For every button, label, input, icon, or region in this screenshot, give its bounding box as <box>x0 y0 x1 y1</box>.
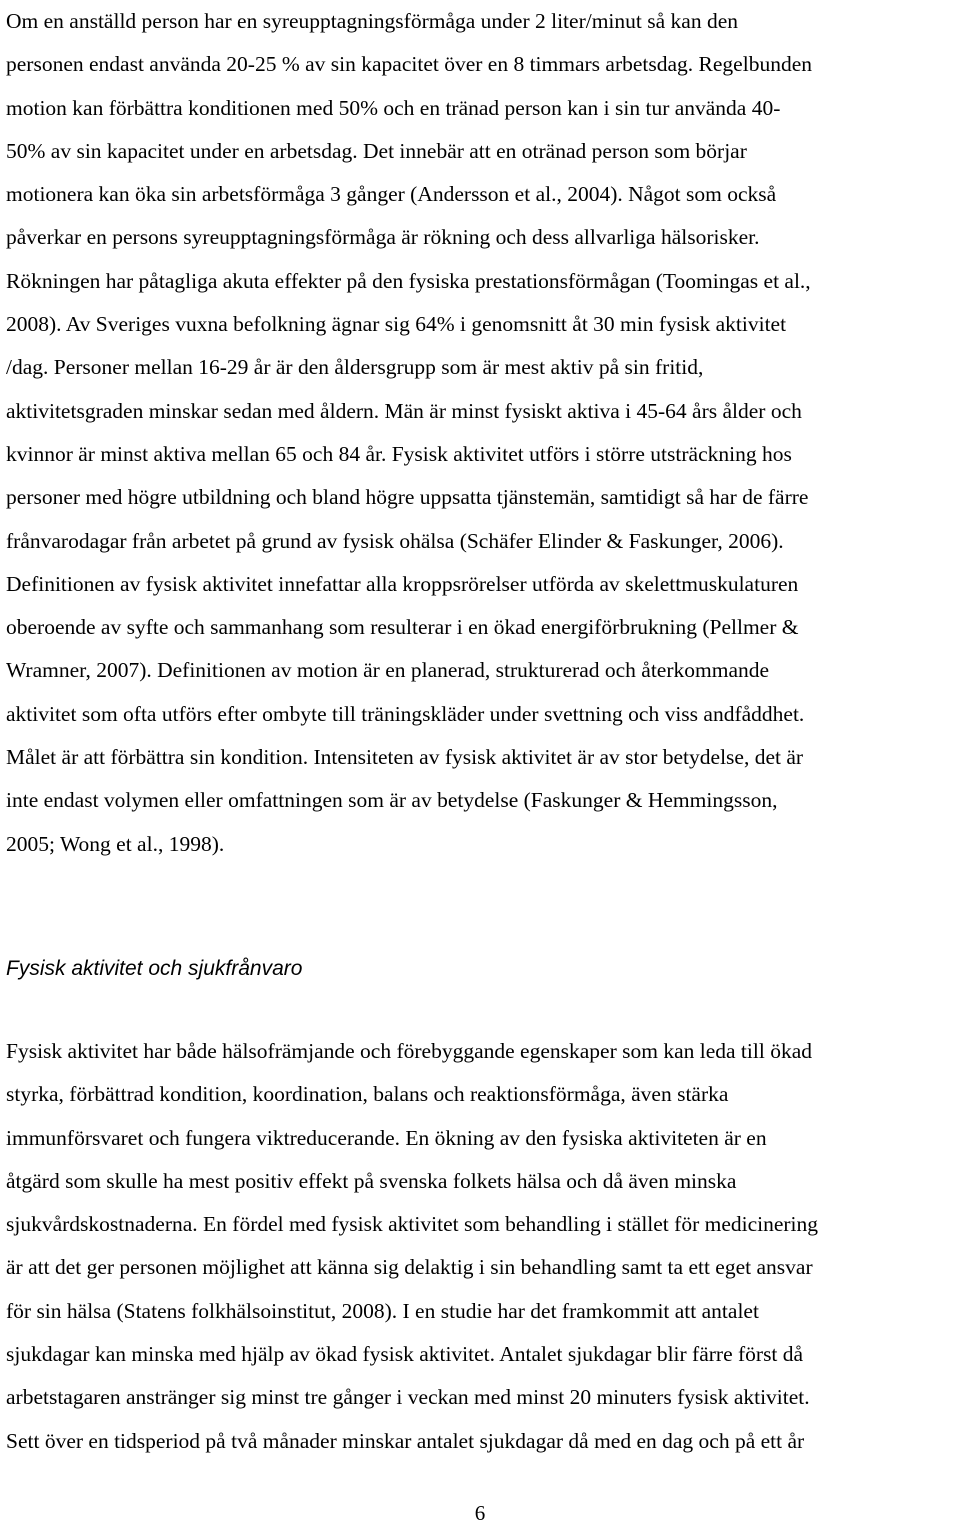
text-line: styrka, förbättrad kondition, koordination, balans och reaktionsförmåga, även stärka <box>6 1082 729 1107</box>
body-paragraph <box>6 0 960 866</box>
text-line: Fysisk aktivitet har både hälsofrämjande och förebyggande egenskaper som kan leda till ökad <box>6 1039 812 1063</box>
text-line: Definitionen av fysisk aktivitet innefattar alla kroppsrörelser utförda av skelettmuskulaturen <box>6 571 799 596</box>
page-number: 6 <box>474 1501 486 1525</box>
body-paragraph <box>6 1030 960 1463</box>
text-line: är att det ger personen möjlighet att känna sig delaktig i sin behandling samt ta ett eget ansvar <box>6 1255 813 1280</box>
text-line: aktivitetsgraden minskar sedan med åldern. Män är minst fysiskt aktiva i 45-64 års ålder och <box>6 398 802 423</box>
text-line: Sett över en tidsperiod på två månader minskar antalet sjukdagar då med en dag och på ett år <box>6 1428 805 1453</box>
text-line: motionera kan öka sin arbetsförmåga 3 gånger (Andersson et al., 2004). Något som också <box>6 182 777 207</box>
section-heading: Fysisk aktivitet och sjukfrånvaro <box>6 957 303 980</box>
text-line: för sin hälsa (Statens folkhälsoinstitut, 2008). I en studie har det framkommit att antalet <box>6 1298 759 1323</box>
text-line: sjukvårdskostnaderna. En fördel med fysisk aktivitet som behandling i stället för medicinering <box>6 1212 819 1237</box>
text-line: 2005; Wong et al., 1998). <box>6 831 225 856</box>
text-line: åtgärd som skulle ha mest positiv effekt på svenska folkets hälsa och då även minska <box>6 1168 737 1193</box>
text-line: Wramner, 2007). Definitionen av motion är en planerad, strukturerad och återkommande <box>6 658 770 683</box>
text-line: motion kan förbättra konditionen med 50% och en tränad person kan i sin tur använda 40- <box>6 95 781 120</box>
text-line: /dag. Personer mellan 16-29 år är den åldersgrupp som är mest aktiv på sin fritid, <box>6 355 704 380</box>
text-line: Om en anställd person har en syreupptagningsförmåga under 2 liter/minut så kan den <box>6 9 738 33</box>
text-line: oberoende av syfte och sammanhang som resulterar i en ökad energiförbrukning (Pellmer & <box>6 615 799 640</box>
text-line: aktivitet som ofta utförs efter ombyte till träningskläder under svettning och viss andfåddhet. <box>6 701 805 726</box>
text-line: påverkar en persons syreupptagningsförmåga är rökning och dess allvarliga hälsorisker. <box>6 225 760 250</box>
text-line: 50% av sin kapacitet under en arbetsdag. Det innebär att en otränad person som börjar <box>6 138 747 163</box>
text-line: inte endast volymen eller omfattningen som är av betydelse (Faskunger & Hemmingsson, <box>6 788 778 813</box>
text-line: sjukdagar kan minska med hjälp av ökad fysisk aktivitet. Antalet sjukdagar blir färre först då <box>6 1342 804 1367</box>
text-line: personen endast använda 20-25 % av sin kapacitet över en 8 timmars arbetsdag. Regelbunden <box>6 52 812 77</box>
text-line: immunförsvaret och fungera viktreducerande. En ökning av den fysiska aktiviteten är en <box>6 1125 767 1150</box>
text-line: personer med högre utbildning och bland högre uppsatta tjänstemän, samtidigt så har de färre <box>6 485 809 510</box>
text-line: kvinnor är minst aktiva mellan 65 och 84 år. Fysisk aktivitet utförs i större utsträckning hos <box>6 441 792 466</box>
text-line: Rökningen har påtagliga akuta effekter på den fysiska prestationsförmågan (Toomingas et al., <box>6 268 811 293</box>
text-line: Målet är att förbättra sin kondition. Intensiteten av fysisk aktivitet är av stor betydelse, det är <box>6 745 804 770</box>
text-line: frånvarodagar från arbetet på grund av fysisk ohälsa (Schäfer Elinder & Faskunger, 2006). <box>6 528 784 553</box>
text-line: arbetstagaren anstränger sig minst tre gånger i veckan med minst 20 minuters fysisk aktivitet. <box>6 1385 810 1410</box>
text-line: 2008). Av Sveriges vuxna befolkning ägnar sig 64% i genomsnitt åt 30 min fysisk aktivitet <box>6 312 787 337</box>
